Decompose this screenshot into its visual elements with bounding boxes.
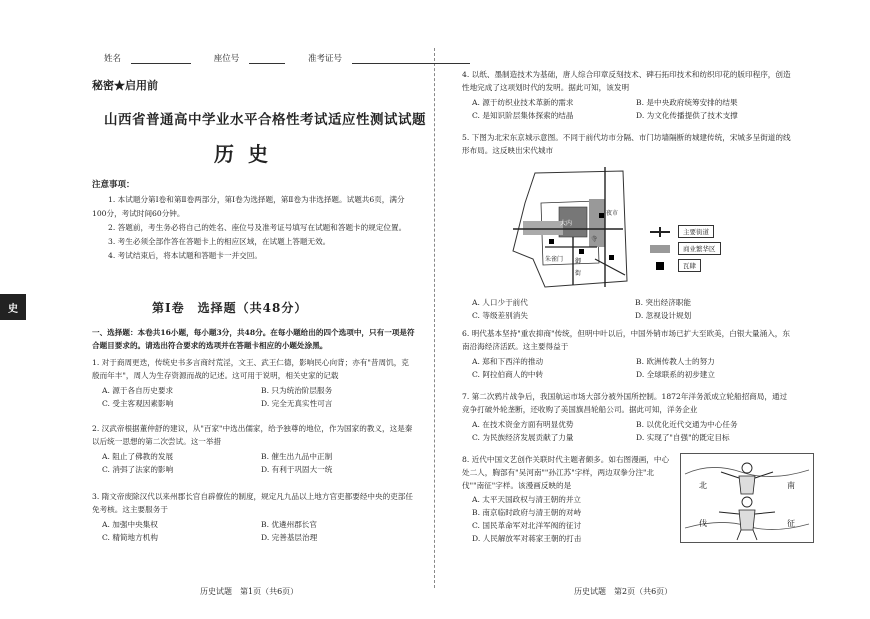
note-item: 4. 考试结束后，将本试题和答题卡一并交回。 [108, 251, 262, 260]
map-label-market: 夜市 [606, 210, 619, 217]
name-blank[interactable] [131, 54, 191, 64]
subject-title: 历史 [214, 142, 282, 166]
option[interactable]: C. 国民革命军对北洋军阀的征讨 [472, 521, 582, 530]
note-item: 3. 考生必须全部作答在答题卡上的相应区域，在试题上答题无效。 [108, 237, 331, 246]
option[interactable]: B. 只为统治阶层服务 [261, 386, 333, 395]
figure-head-top [742, 463, 752, 473]
business-area-2 [523, 221, 563, 235]
page-footer-right: 历史试题 第2页（共6页） [574, 587, 673, 596]
question-stem: 6. 明代基本坚持"重农抑商"传统，但明中叶以后，中国外销市场已扩大至欧美，白银大量涌入，东南沿海经济活跃。这主要得益于 [462, 329, 790, 351]
legend-business-symbol [648, 244, 672, 254]
question-stem: 1. 对于商周更迭，传统史书多言商纣荒淫，文王、武王仁德，影响民心向背；亦有"昔周饥，克殷而年丰"，周人为生存资源而战的记述。这可用于说明，相关史家的记载 [92, 358, 409, 380]
name-label: 姓名 [104, 54, 122, 64]
subject-side-tab: 史 [0, 294, 26, 320]
option[interactable]: D. 忽视设计规划 [635, 311, 692, 320]
question-1 [92, 356, 414, 410]
page-footer-left: 历史试题 第1页（共6页） [200, 587, 299, 596]
cartoon-label-north: 北 [699, 481, 707, 490]
option[interactable]: D. 完善基层治理 [261, 533, 318, 542]
option[interactable]: D. 完全无真实性可言 [261, 399, 333, 408]
option[interactable]: B. 是中央政府统筹安排的结果 [636, 98, 738, 107]
map-drawing [505, 163, 629, 291]
figure-head-bottom [742, 497, 752, 507]
option[interactable]: D. 全球联系的初步建立 [636, 370, 715, 379]
question-options [102, 384, 414, 410]
tile-house-marker [599, 213, 604, 218]
candidate-info-fields [104, 52, 490, 64]
warlord-cartoon [680, 453, 814, 543]
seat-field[interactable] [214, 52, 296, 64]
ticket-blank[interactable] [352, 54, 470, 64]
question-options [102, 518, 414, 544]
option[interactable]: A. 人口少于前代 [472, 298, 528, 307]
option[interactable]: D. 为文化传播提供了技术支撑 [636, 111, 738, 120]
note-item: 1. 本试题分第Ⅰ卷和第Ⅱ卷两部分，第Ⅰ卷为选择题，第Ⅱ卷为非选择题。试题共6页，满分100分，考试时间60分钟。 [92, 195, 405, 218]
tile-house-marker [579, 249, 584, 254]
option[interactable]: C. 为民族经济发展贡献了力量 [472, 433, 574, 442]
legend-main-street [648, 223, 721, 240]
section-instructions: 一、选择题：本卷共16小题，每小题3分，共48分。在每小题给出的四个选项中，只有一项是符合题目要求的。请选出符合要求的选项并在答题卡相应的小题处涂黑。 [92, 328, 415, 350]
secret-label: 秘密★启用前 [92, 79, 158, 92]
cartoon-label-campaign: 征 [787, 519, 795, 528]
ticket-field[interactable] [308, 52, 480, 64]
map-legend [648, 223, 721, 274]
section-title: 第Ⅰ卷 选择题（共48分） [152, 301, 308, 315]
option[interactable]: B. 南京临时政府与清王朝的对峙 [472, 508, 582, 517]
option[interactable]: B. 以优化近代交通为中心任务 [636, 420, 738, 429]
question-stem: 4. 以纸、墨制造技术为基础，唐人综合印章反刻技术、碑石拓印技术和纺织印花的版印程序，创造性地完成了这项划时代的发明。据此可知，该发明 [462, 70, 791, 92]
map-label-gate: 朱雀门 [545, 256, 564, 263]
option[interactable]: A. 源于各自历史要求 [102, 386, 174, 395]
cartoon-label-south: 南 [787, 481, 795, 490]
option[interactable]: B. 突出经济职能 [635, 298, 691, 307]
question-6 [462, 327, 794, 381]
cartoon-label-expedition: 伐 [699, 519, 707, 528]
option[interactable]: A. 阻止了佛教的发展 [102, 452, 174, 461]
legend-business-label: 商业繁华区 [678, 242, 721, 255]
question-options [472, 418, 794, 444]
question-options [472, 96, 794, 122]
option[interactable]: C. 阿拉伯商人的中转 [472, 370, 544, 379]
cartoon-drawing [681, 454, 813, 542]
map-label-temple: 寺 [591, 236, 598, 243]
map-label-road-2: 街 [575, 270, 582, 277]
figure-body-top [739, 476, 755, 494]
tile-house-marker [549, 239, 554, 244]
map-label-palace: 大内 [560, 220, 573, 227]
option[interactable]: B. 优遴州郡长官 [261, 520, 317, 529]
option[interactable]: A. 源于纺织业技术革新的需求 [472, 98, 574, 107]
option[interactable]: B. 催生出九品中正制 [261, 452, 333, 461]
option[interactable]: D. 有利于巩固大一统 [261, 465, 333, 474]
notes-heading: 注意事项： [92, 180, 135, 190]
question-5-options [472, 296, 792, 322]
main-street-diagonal [595, 259, 625, 275]
legend-tile-house-symbol [648, 261, 672, 271]
question-options [102, 450, 414, 476]
name-field[interactable] [104, 52, 201, 64]
question-options [472, 493, 674, 545]
question-8 [462, 453, 674, 545]
figure-body-bottom [739, 510, 755, 530]
question-options [472, 296, 792, 322]
option[interactable]: C. 精简地方机构 [102, 533, 158, 542]
question-options [472, 355, 794, 381]
option[interactable]: A. 太平天国政权与清王朝的并立 [472, 495, 582, 504]
option[interactable]: A. 在技术资金方面有明显优势 [472, 420, 574, 429]
option[interactable]: C. 等级差别消失 [472, 311, 528, 320]
option[interactable]: B. 欧洲传教人士的努力 [636, 357, 715, 366]
legend-main-street-label: 主要街道 [678, 225, 714, 238]
question-5 [462, 131, 794, 157]
question-stem: 2. 汉武帝根据董仲舒的建议，从"百家"中选出儒家，给予独尊的地位，作为国家的教义，这是秦以后统一思想的第二次尝试。这一举措 [92, 424, 413, 446]
option[interactable]: C. 受主客观因素影响 [102, 399, 174, 408]
exam-title: 山西省普通高中学业水平合格性考试适应性测试试题 [104, 112, 426, 128]
notes-list [92, 193, 414, 263]
legend-main-street-symbol [648, 227, 672, 237]
seat-label: 座位号 [213, 54, 240, 64]
option[interactable]: A. 加强中央集权 [102, 520, 158, 529]
ticket-label: 准考证号 [307, 54, 342, 64]
option[interactable]: D. 人民解放军对蒋家王朝的打击 [472, 534, 582, 543]
note-item: 2. 答题前，考生务必将自己的姓名、座位号及准考证号填写在试题和答题卡的规定位置。 [108, 223, 407, 232]
option[interactable]: C. 是知识阶层集体探索的结晶 [472, 111, 574, 120]
tile-house-marker [609, 255, 614, 260]
option[interactable]: C. 消弭了法家的影响 [102, 465, 174, 474]
legend-business [648, 240, 721, 257]
legend-tile-house-label: 瓦肆 [678, 259, 701, 272]
question-stem: 5. 下图为北宋东京城示意图。不同于前代坊市分隔、市门坊墙隔断的城建传统，宋城多呈街道的线形布局。这反映出宋代城市 [462, 133, 791, 155]
page-divider [434, 48, 435, 588]
map-label-road-1: 御 [575, 258, 582, 265]
legend-tile-house [648, 257, 721, 274]
question-stem: 8. 近代中国文艺创作关联时代主题者颇多。如右图漫画，中心处二人，胸部有"吴河南""孙江苏"字样，两边双拳分注"北伐""南征"字样。该漫画反映的是 [462, 455, 670, 490]
dongjing-city-map [505, 163, 629, 291]
question-7 [462, 390, 794, 444]
seat-blank[interactable] [249, 54, 285, 64]
question-stem: 7. 第二次鸦片战争后，我国航运市场大部分被外国所控制。1872年洋务派成立轮船招商局，通过竞争打破外轮垄断，还收购了美国旗昌轮船公司。据此可知，洋务企业 [462, 392, 788, 414]
question-4 [462, 68, 794, 122]
question-2 [92, 422, 414, 476]
option[interactable]: D. 实现了"自强"的既定目标 [636, 433, 730, 442]
option[interactable]: A. 郑和下西洋的推动 [472, 357, 544, 366]
question-3 [92, 490, 414, 544]
question-stem: 3. 隋文帝废除汉代以来州郡长官自辟僚佐的制度，规定凡九品以上地方官吏都要经中央的吏部任免考核。这主要服务于 [92, 492, 413, 514]
